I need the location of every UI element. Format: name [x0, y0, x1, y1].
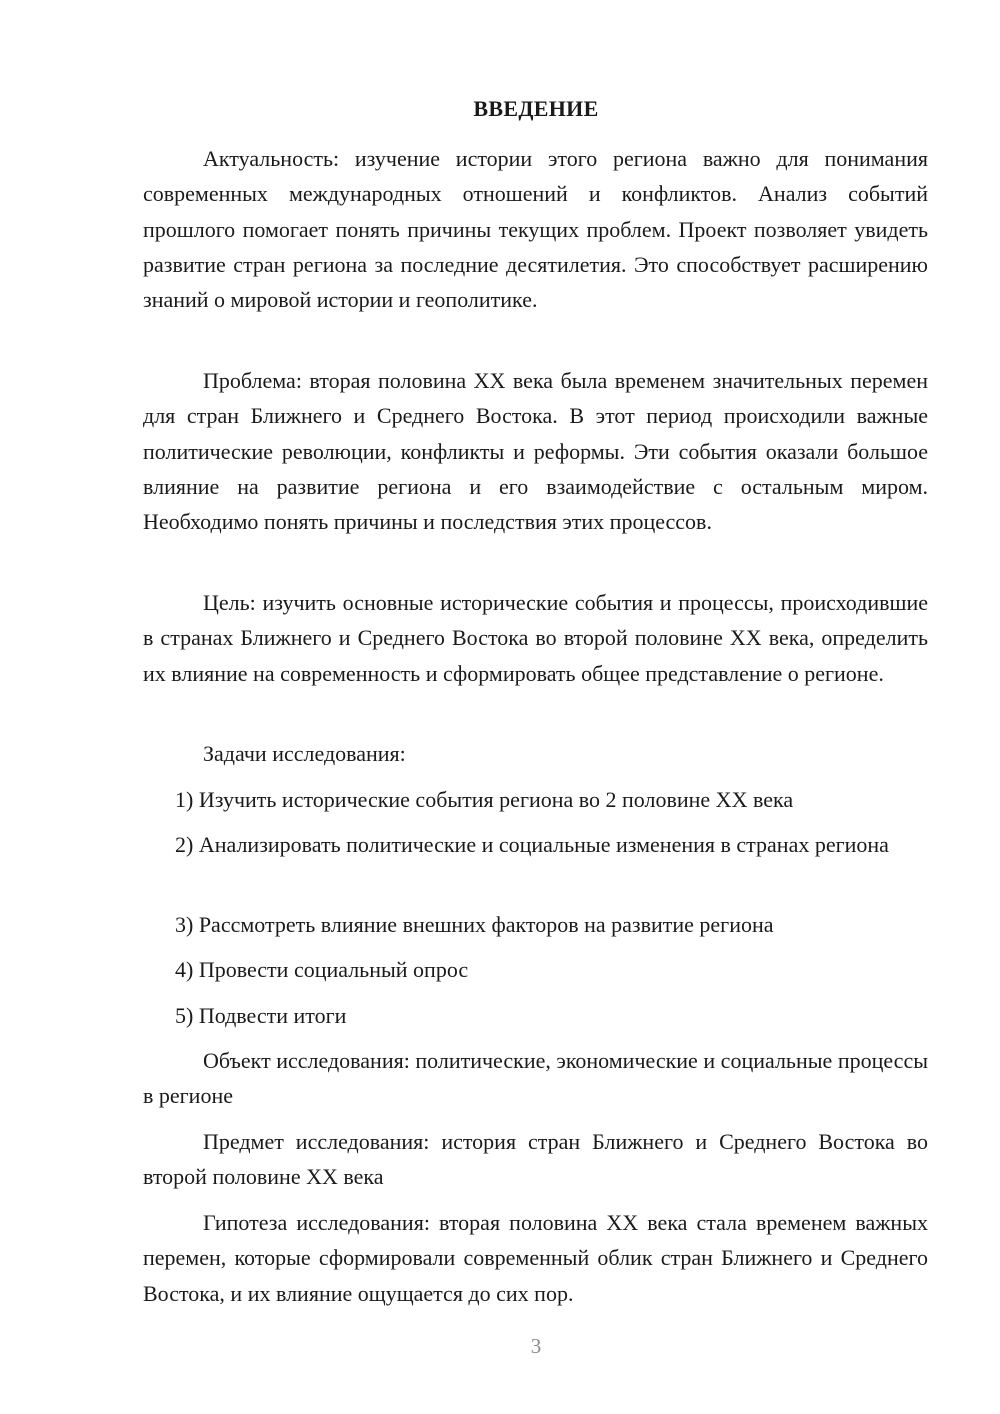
task-item-2: 2) Анализировать политические и социальные изменения в странах региона	[175, 832, 889, 857]
task-item-1: 1) Изучить исторические события региона во 2 половине XX века	[175, 787, 794, 812]
task-item-5: 5) Подвести итоги	[175, 1003, 347, 1028]
subject-paragraph: Предмет исследования: история стран Ближнего и Среднего Востока во второй половине XX века	[143, 1129, 928, 1190]
hypothesis-paragraph: Гипотеза исследования: вторая половина XX века стала временем важных перемен, которые сформировали современный облик стран Ближнего и Среднего Востока, и их влияние ощущается до сих пор.	[143, 1210, 928, 1306]
goal-paragraph: Цель: изучить основные исторические события и процессы, происходившие в странах Ближнего и Среднего Востока во второй половине XX века, определить их влияние на современность и сформировать общее представление о регионе.	[143, 590, 928, 686]
task-item-4: 4) Провести социальный опрос	[175, 957, 469, 982]
section-heading: ВВЕДЕНИЕ	[473, 96, 599, 121]
task-item-3: 3) Рассмотреть влияние внешних факторов на развитие региона	[175, 912, 774, 937]
tasks-heading: Задачи исследования:	[203, 741, 406, 766]
page-number: 3	[530, 1334, 542, 1358]
problem-paragraph: Проблема: вторая половина XX века была временем значительных перемен для стран Ближнего и Среднего Востока. В этот период происходили важные политические революции, конфликты и реформы. Эти события оказали большое влияние на развитие региона и его взаимодействие с остальным миром. Необходимо понять причины и последствия этих процессов.	[143, 368, 928, 535]
relevance-paragraph: Актуальность: изучение истории этого региона важно для понимания современных международных отношений и конфликтов. Анализ событий прошлого помогает понять причины текущих проблем. Проект позволяет увидеть развитие стран региона за последние десятилетия. Это способствует расширению знаний о мировой истории и геополитике.	[143, 146, 928, 313]
object-paragraph: Объект исследования: политические, экономические и социальные процессы в регионе	[143, 1048, 928, 1109]
